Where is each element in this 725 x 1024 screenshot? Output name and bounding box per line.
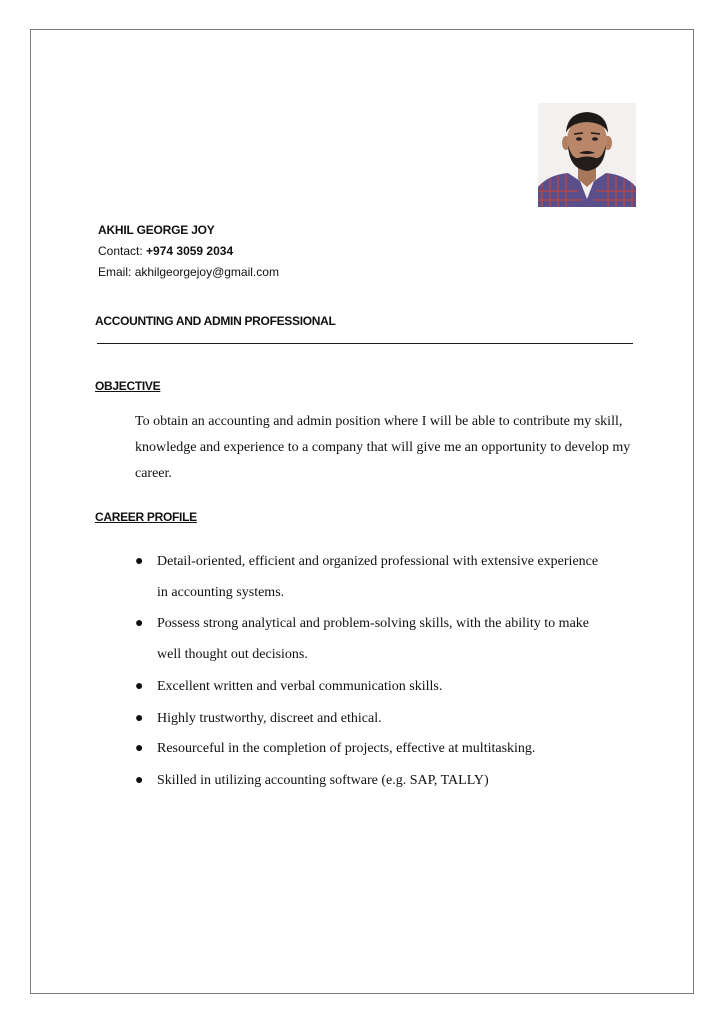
- contact-phone: +974 3059 2034: [146, 244, 234, 258]
- title-divider: [97, 343, 633, 344]
- bullet-icon: ●: [135, 616, 144, 631]
- bullet-icon: ●: [135, 773, 144, 788]
- career-item-text: Resourceful in the completion of projects, effective at multitasking.: [157, 741, 536, 756]
- career-profile-heading: CAREER PROFILE: [95, 510, 197, 524]
- career-item: [135, 608, 605, 670]
- career-item: [135, 671, 605, 702]
- professional-title: ACCOUNTING AND ADMIN PROFESSIONAL: [95, 314, 336, 328]
- contact-label: Contact:: [98, 244, 147, 258]
- career-item: [135, 546, 605, 608]
- email-label: Email:: [98, 265, 135, 279]
- email-address: akhilgeorgejoy@gmail.com: [134, 265, 279, 279]
- contact-line: [98, 241, 279, 262]
- profile-photo: [538, 103, 636, 207]
- email-line: [98, 262, 279, 283]
- objective-text: To obtain an accounting and admin position where I will be able to contribute my skill, knowledge and experience to a company that will give me an opportunity to develop my career.: [135, 414, 631, 481]
- bullet-icon: ●: [135, 679, 144, 694]
- career-item-text: Detail-oriented, efficient and organized professional with extensive experience in accounting systems.: [157, 554, 599, 600]
- career-item-text: Highly trustworthy, discreet and ethical.: [157, 711, 382, 726]
- bullet-icon: ●: [135, 554, 144, 569]
- bullet-icon: ●: [135, 741, 144, 756]
- career-item-text: Excellent written and verbal communication skills.: [157, 679, 443, 694]
- career-item-text: Skilled in utilizing accounting software (e.g. SAP, TALLY): [157, 773, 489, 788]
- contact-header: [98, 220, 279, 283]
- candidate-name: AKHIL GEORGE JOY: [98, 223, 215, 237]
- career-item: [135, 703, 605, 734]
- objective-heading: OBJECTIVE: [95, 379, 161, 393]
- bullet-icon: ●: [135, 711, 144, 726]
- career-item: [135, 733, 605, 764]
- career-item: [135, 765, 605, 796]
- career-item-text: Possess strong analytical and problem-solving skills, with the ability to make well thought out decisions.: [157, 616, 590, 662]
